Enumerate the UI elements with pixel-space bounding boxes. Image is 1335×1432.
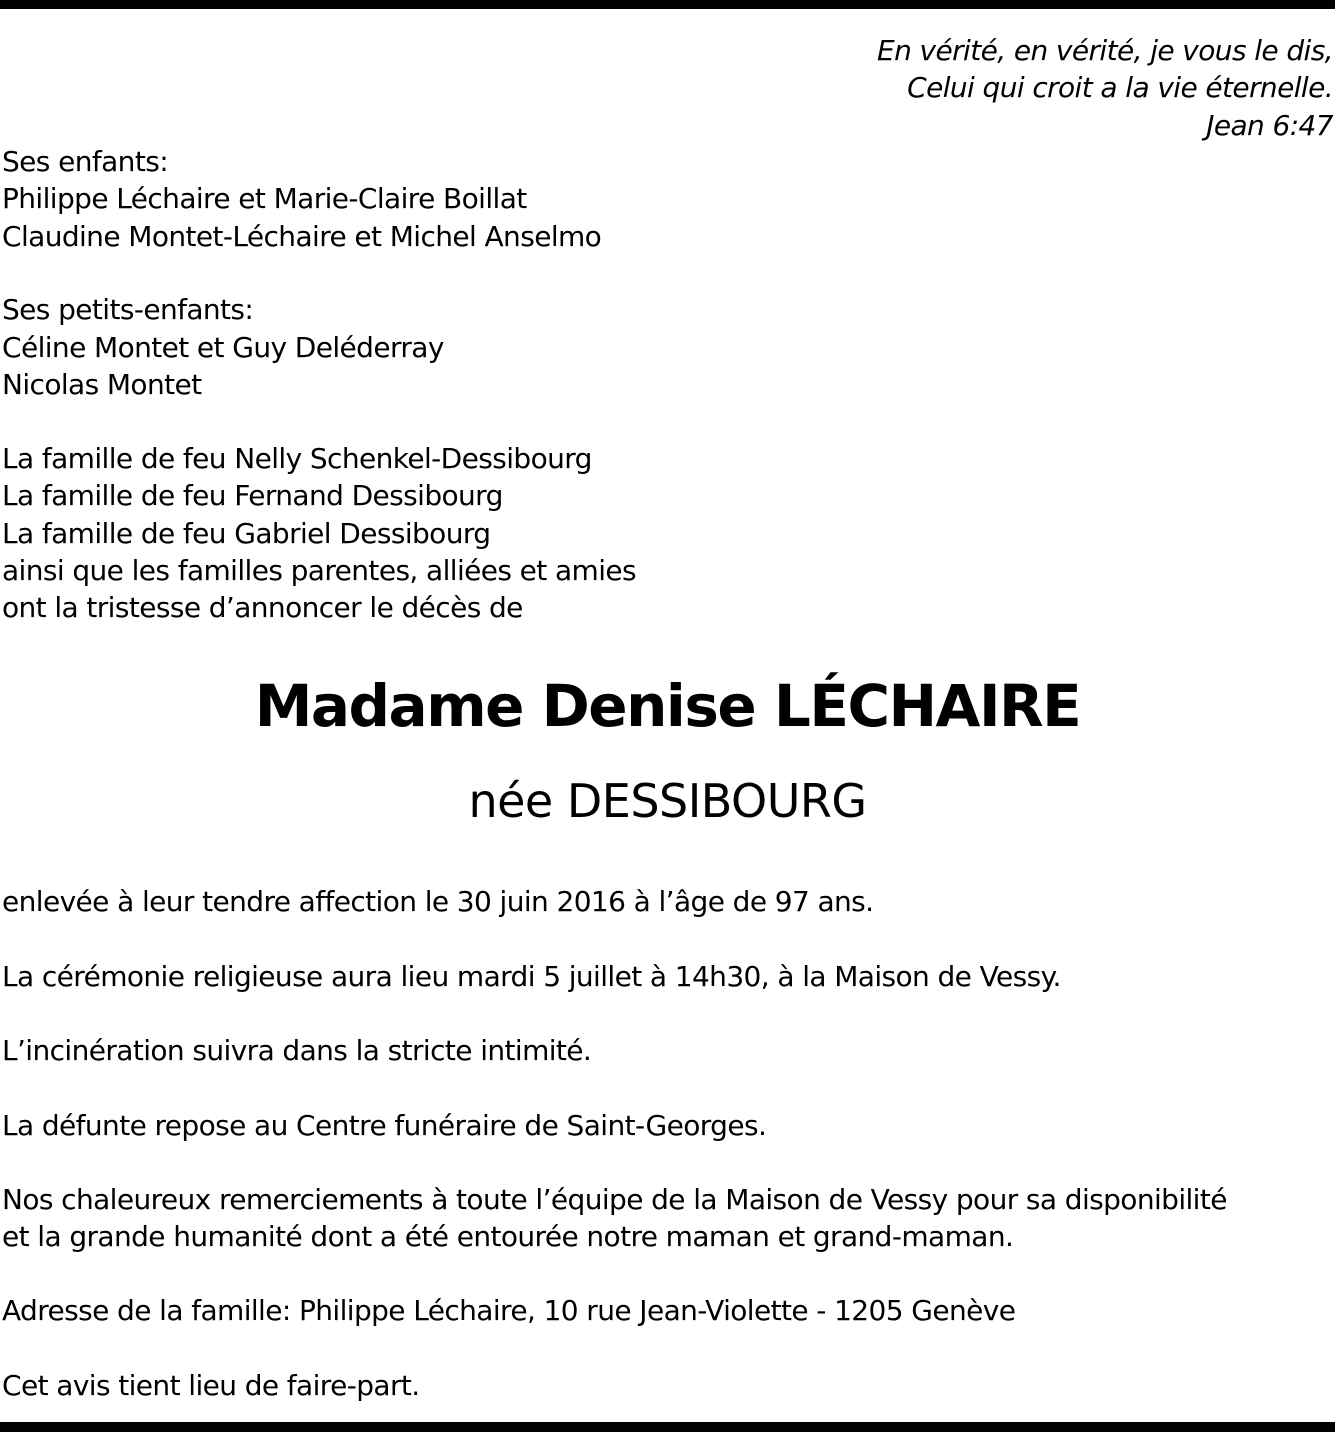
deceased-maiden-name: née DESSIBOURG xyxy=(468,774,867,828)
family-line-4: ainsi que les familles parentes, alliées et amies xyxy=(2,554,637,587)
family-address: Adresse de la famille: Philippe Léchaire, 10 rue Jean-Violette - 1205 Genève xyxy=(2,1294,1016,1327)
passing-statement: enlevée à leur tendre affection le 30 juin 2016 à l’âge de 97 ans. xyxy=(2,885,874,918)
closing-statement: Cet avis tient lieu de faire-part. xyxy=(2,1369,420,1402)
ceremony-statement: La cérémonie religieuse aura lieu mardi 5 juillet à 14h30, à la Maison de Vessy. xyxy=(2,960,1061,993)
cremation-statement: L’incinération suivra dans la stricte intimité. xyxy=(2,1034,592,1067)
quote-line-1: En vérité, en vérité, je vous le dis, xyxy=(877,34,1333,67)
deceased-name: Madame Denise LÉCHAIRE xyxy=(254,672,1081,740)
family-line-2: La famille de feu Fernand Dessibourg xyxy=(2,479,503,512)
repose-statement: La défunte repose au Centre funéraire de Saint-Georges. xyxy=(2,1109,767,1142)
family-line-3: La famille de feu Gabriel Dessibourg xyxy=(2,517,491,550)
bottom-border-rule xyxy=(0,1422,1335,1432)
grandchildren-heading: Ses petits-enfants: xyxy=(2,293,254,326)
thanks-line-2: et la grande humanité dont a été entourée notre maman et grand-maman. xyxy=(2,1220,1014,1253)
family-line-1: La famille de feu Nelly Schenkel-Dessibourg xyxy=(2,442,592,475)
child-name-2: Claudine Montet-Léchaire et Michel Anselmo xyxy=(2,220,602,253)
grandchild-name-2: Nicolas Montet xyxy=(2,368,202,401)
children-heading: Ses enfants: xyxy=(2,145,169,178)
child-name-1: Philippe Léchaire et Marie-Claire Boillat xyxy=(2,182,527,215)
top-border-rule xyxy=(0,0,1335,9)
thanks-line-1: Nos chaleureux remerciements à toute l’équipe de la Maison de Vessy pour sa disponibilité xyxy=(2,1183,1227,1216)
announcement-line: ont la tristesse d’annoncer le décès de xyxy=(2,591,523,624)
grandchild-name-1: Céline Montet et Guy Deléderray xyxy=(2,331,444,364)
quote-line-2: Celui qui croit a la vie éternelle. xyxy=(907,71,1333,104)
quote-reference: Jean 6:47 xyxy=(1206,109,1333,142)
